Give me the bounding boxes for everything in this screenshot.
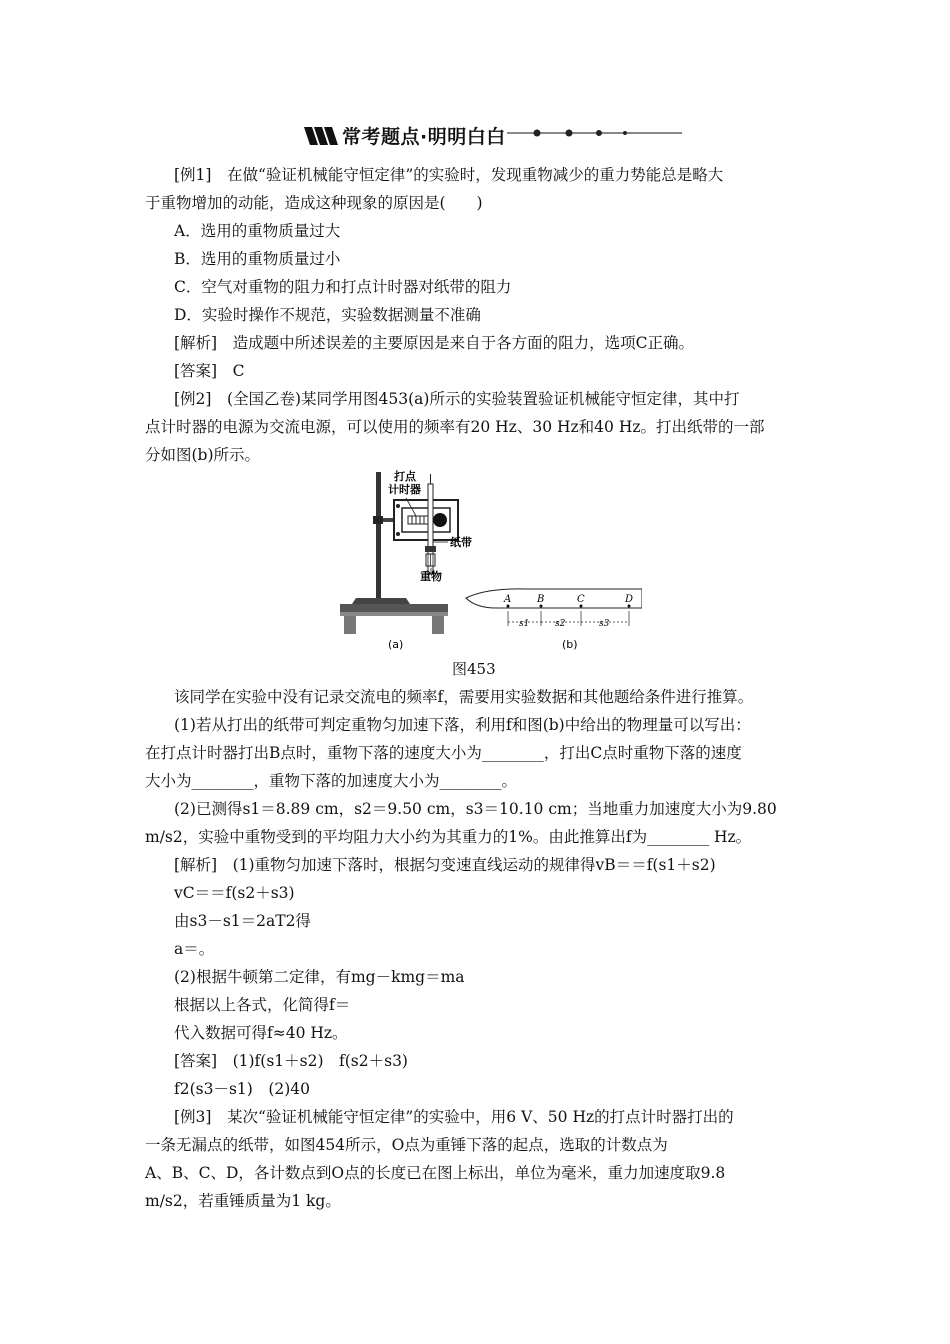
text-line: A、B、C、D，各计数点到O点的长度已在图上标出，单位为毫米，重力加速度取9.8 [145, 1164, 726, 1182]
text-line: 分如图(b)所示。 [145, 446, 261, 464]
formula-line: a＝。 [174, 940, 215, 958]
section-title: 常考题点·明明白白 [342, 126, 506, 148]
formula-line: 代入数据可得f≈40 Hz。 [174, 1024, 348, 1042]
table-top [340, 604, 448, 612]
formula-line: 根据以上各式，化简得f＝ [174, 996, 351, 1014]
answer-line: f2(s3－s1) (2)40 [174, 1080, 311, 1098]
formula-line: (2)根据牛顿第二定律，有mg－kmg＝ma [174, 968, 465, 986]
tape-label: 纸带 [450, 536, 472, 549]
formula-line: vC＝＝f(s2＋s3) [174, 884, 295, 902]
point-label: B [537, 594, 545, 605]
apparatus-figure [336, 462, 642, 652]
option-c: C．空气对重物的阻力和打点计时器对纸带的阻力 [174, 278, 512, 296]
formula-line: 由s3－s1＝2aT2得 [174, 912, 311, 930]
text-line: 在打点计时器打出B点时，重物下落的速度大小为________，打出C点时重物下落的速度 [145, 744, 742, 762]
point-label: C [577, 594, 585, 605]
segment-label: s3 [599, 619, 610, 629]
point-label: D [625, 594, 634, 605]
weight-label: 重物 [420, 570, 442, 583]
option-a: A．选用的重物质量过大 [174, 222, 341, 240]
text-line: [例2] (全国乙卷)某同学用图453(a)所示的实验装置验证机械能守恒定律，其中打 [174, 390, 740, 408]
text-line: m/s2，若重锤质量为1 kg。 [145, 1192, 341, 1210]
text-line: 点计时器的电源为交流电源，可以使用的频率有20 Hz、30 Hz和40 Hz。打出纸带的一部 [145, 418, 765, 436]
text-line: [例1] 在做“验证机械能守恒定律”的实验时，发现重物减少的重力势能总是略大 [174, 166, 724, 184]
text-line: 大小为________，重物下落的加速度大小为________。 [145, 772, 518, 790]
text-line: 于重物增加的动能，造成这种现象的原因是( ) [145, 194, 483, 212]
stand-base [352, 598, 410, 604]
segment-label: s2 [555, 619, 566, 629]
segment-label: s1 [519, 619, 530, 629]
figure-caption: 图453 [452, 660, 496, 678]
dotted-line-decoration-icon [507, 119, 682, 151]
answer-line: [答案] C [174, 362, 245, 380]
option-d: D．实验时操作不规范，实验数据测量不准确 [174, 306, 481, 324]
panel-a-label: (a) [388, 638, 404, 651]
text-line: (1)若从打出的纸带可判定重物匀加速下落，利用f和图(b)中给出的物理量可以写出： [174, 716, 751, 734]
text-line: (2)已测得s1＝8.89 cm，s2＝9.50 cm，s3＝10.10 cm；当地重力加速度大小为9.80 [174, 800, 777, 818]
analysis-line: [解析] (1)重物匀加速下落时，根据匀变速直线运动的规律得vB＝＝f(s1＋s2) [174, 856, 716, 874]
stand-rod [376, 472, 381, 598]
text-line: 该同学在实验中没有记录交流电的频率f，需要用实验数据和其他题给条件进行推算。 [174, 688, 754, 706]
stripes-icon [302, 125, 342, 147]
timer-label-line2: 计时器 [388, 483, 421, 496]
text-line: [例3] 某次“验证机械能守恒定律”的实验中，用6 V、50 Hz的打点计时器打出的 [174, 1108, 734, 1126]
paper-tape [466, 589, 642, 608]
panel-b-label: (b) [562, 638, 578, 651]
answer-line: [答案] (1)f(s1＋s2) f(s2＋s3) [174, 1052, 408, 1070]
text-line: m/s2，实验中重物受到的平均阻力大小约为其重力的1%。由此推算出f为________ Hz。 [145, 828, 752, 846]
section-banner [302, 119, 682, 151]
option-b: B．选用的重物质量过小 [174, 250, 341, 268]
point-label: A [504, 594, 512, 605]
analysis-line: [解析] 造成题中所述误差的主要原因是来自于各方面的阻力，选项C正确。 [174, 334, 694, 352]
text-line: 一条无漏点的纸带，如图454所示，O点为重锤下落的起点，选取的计数点为 [145, 1136, 668, 1154]
timer-label-line1: 打点 [394, 470, 416, 483]
